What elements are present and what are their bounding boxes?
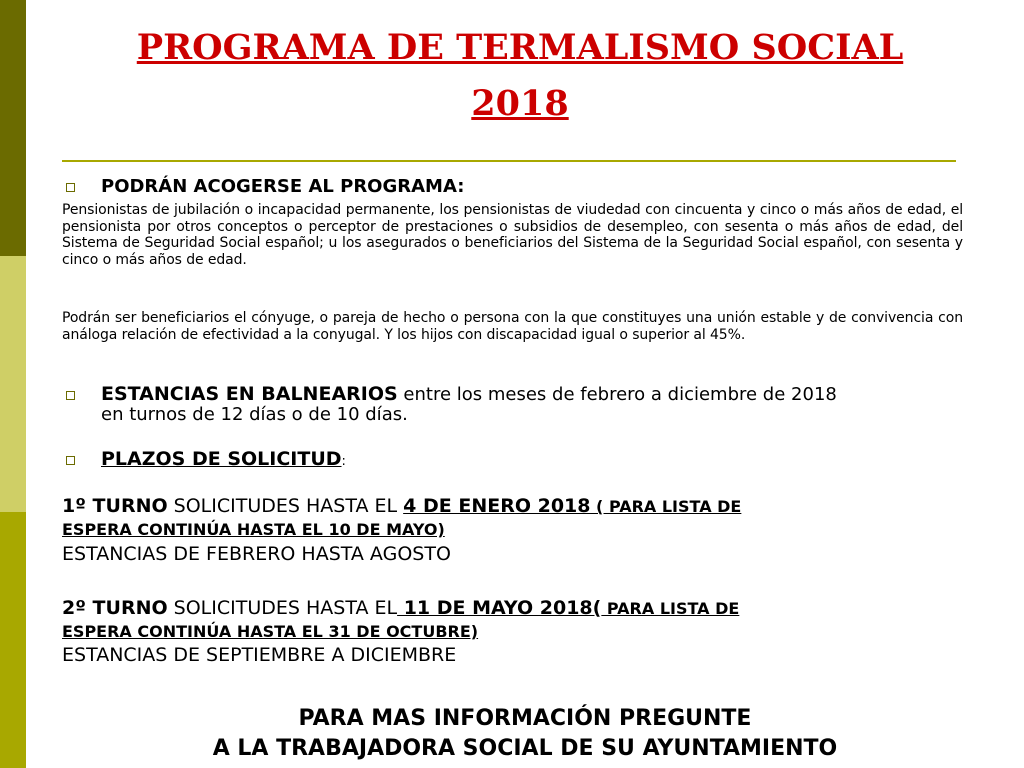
eligibility-paragraph: Pensionistas de jubilación o incapacidad permanente, los pensionistas de viudedad con cincuenta y cinco o más años de edad, el pensionista por otros conceptos o perceptor de prestaciones o subsidios de desempleo, con sesenta o más años de edad, del Sistema de Seguridad Social español; u los asegurados o beneficiarios del Sistema de la Seguridad Social español, con sesenta y cinco o más años de edad. (62, 202, 963, 268)
eligibility-heading: PODRÁN ACOGERSE AL PROGRAMA: (101, 176, 465, 197)
left-bar-segment-dark (0, 0, 26, 256)
turn2-date: 11 DE MAYO 2018( (397, 597, 602, 619)
turn2-deadline: 2º TURNO SOLICITUDES HASTA EL 11 DE MAYO 2018( PARA LISTA DE ESPERA CONTINÚA HASTA EL 31 DE OCTUBRE) (62, 597, 740, 641)
left-bar-segment-light (0, 256, 26, 512)
page-title: PROGRAMA DE TERMALISMO SOCIAL (136, 27, 904, 68)
beneficiaries-paragraph: Podrán ser beneficiarios el cónyuge, o pareja de hecho o persona con la que constituyes una unión estable y de convivencia con análoga relación de efectividad a la conyugal. Y los hijos con discapacidad igual o superior al 45%. (62, 310, 963, 343)
turn1-deadline: 1º TURNO SOLICITUDES HASTA EL 4 DE ENERO 2018 ( PARA LISTA DE ESPERA CONTINÚA HASTA EL 10 DE MAYO) (62, 495, 742, 539)
turn1-stays: ESTANCIAS DE FEBRERO HASTA AGOSTO (62, 543, 451, 565)
left-bar-segment-mid (0, 512, 26, 768)
square-bullet-icon (66, 456, 75, 465)
page-title-year: 2018 (471, 83, 569, 124)
square-bullet-icon (66, 391, 75, 400)
spa-stays-months: entre los meses de febrero a diciembre de 2018 (397, 384, 837, 405)
footer-info-line2: A LA TRABAJADORA SOCIAL DE SU AYUNTAMIENTO (212, 736, 838, 761)
application-deadlines-heading: PLAZOS DE SOLICITUD: (101, 448, 346, 470)
square-bullet-icon (66, 183, 75, 192)
spa-stays-text (101, 384, 971, 425)
footer-info-line1: PARA MAS INFORMACIÓN PREGUNTE (298, 706, 752, 731)
turn1-label: 1º TURNO (62, 495, 168, 517)
left-color-bar (0, 0, 26, 768)
turn2-label: 2º TURNO (62, 597, 168, 619)
turn2-waitlist: ESPERA CONTINÚA HASTA EL 31 DE OCTUBRE) (62, 622, 479, 641)
title-divider (62, 160, 956, 162)
turn2-stays: ESTANCIAS DE SEPTIEMBRE A DICIEMBRE (62, 644, 457, 666)
turn1-date: 4 DE ENERO 2018 (403, 495, 591, 517)
spa-stays-turns: en turnos de 12 días o de 10 días. (101, 404, 408, 425)
turn1-waitlist: ESPERA CONTINÚA HASTA EL 10 DE MAYO) (62, 520, 445, 539)
spa-stays-heading: ESTANCIAS EN BALNEARIOS (101, 383, 398, 405)
